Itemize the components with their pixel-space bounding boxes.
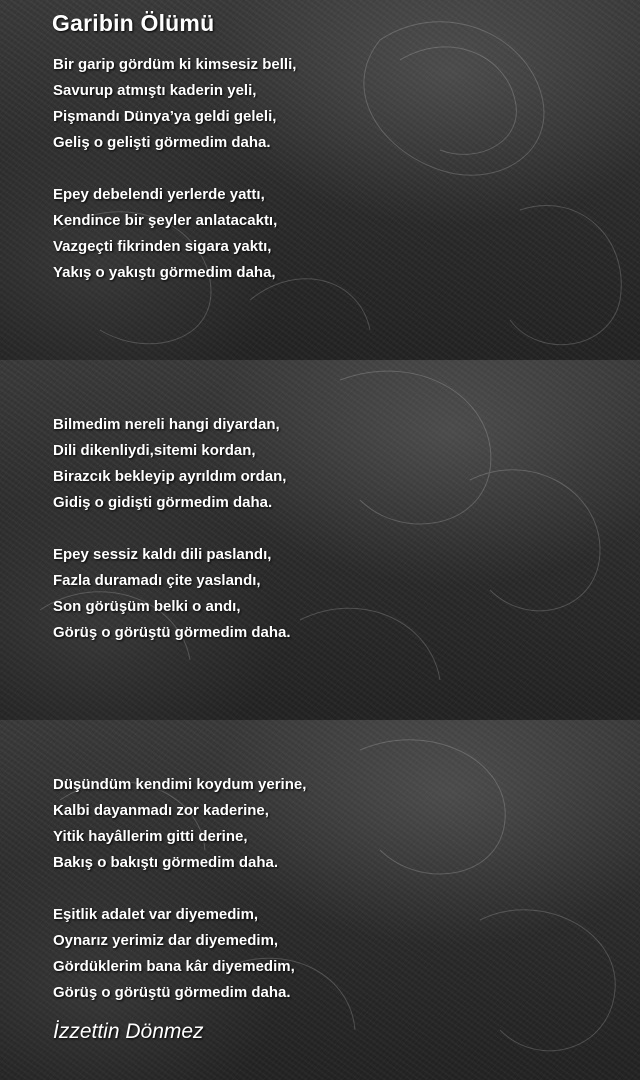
poem-line: Yakış o yakıştı görmedim daha, <box>53 264 276 281</box>
poem-line: Oynarız yerimiz dar diyemedim, <box>53 932 279 949</box>
stanza-6 <box>53 902 295 1006</box>
poem-panel-2 <box>0 360 640 720</box>
stanza-1 <box>53 52 296 156</box>
poem-line: Pişmandı Dünya’ya geldi geleli, <box>53 108 277 125</box>
stanza-5 <box>53 772 306 876</box>
poem-line: Bakış o bakıştı görmedim daha. <box>53 854 279 871</box>
poem-line: Son görüşüm belki o andı, <box>53 598 241 615</box>
poem-line: Görüş o görüştü görmedim daha. <box>53 984 291 1001</box>
poem-line: Gidiş o gidişti görmedim daha. <box>53 494 273 511</box>
poem-line: Kalbi dayanmadı zor kaderine, <box>53 802 269 819</box>
poem-line: Bilmedim nereli hangi diyardan, <box>53 416 280 433</box>
stanza-2 <box>53 182 277 286</box>
author-name: İzzettin Dönmez <box>53 1020 204 1043</box>
poem-panel-1 <box>0 0 640 360</box>
poem-line: Yitik hayâllerim gitti derine, <box>53 828 248 845</box>
poem-line: Bir garip gördüm ki kimsesiz belli, <box>53 56 297 73</box>
poem-line: Savurup atmıştı kaderin yeli, <box>53 82 257 99</box>
poem-line: Fazla duramadı çite yaslandı, <box>53 572 261 589</box>
poem-line: Dili dikenliydi,sitemi kordan, <box>53 442 256 459</box>
stanza-3 <box>53 412 286 516</box>
poem-line: Kendince bir şeyler anlatacaktı, <box>53 212 278 229</box>
poem-panel-3 <box>0 720 640 1080</box>
poem-line: Gördüklerim bana kâr diyemedim, <box>53 958 295 975</box>
poem-title: Garibin Ölümü <box>52 10 215 36</box>
poem-line: Epey debelendi yerlerde yattı, <box>53 186 265 203</box>
poem-line: Eşitlik adalet var diyemedim, <box>53 906 259 923</box>
poem-line: Birazcık bekleyip ayrıldım ordan, <box>53 468 287 485</box>
poem-line: Düşündüm kendimi koydum yerine, <box>53 776 307 793</box>
stanza-4 <box>53 542 291 646</box>
poem-line: Görüş o görüştü görmedim daha. <box>53 624 291 641</box>
poem-line: Geliş o gelişti görmedim daha. <box>53 134 271 151</box>
poem-line: Vazgeçti fikrinden sigara yaktı, <box>53 238 272 255</box>
poem-line: Epey sessiz kaldı dili paslandı, <box>53 546 272 563</box>
